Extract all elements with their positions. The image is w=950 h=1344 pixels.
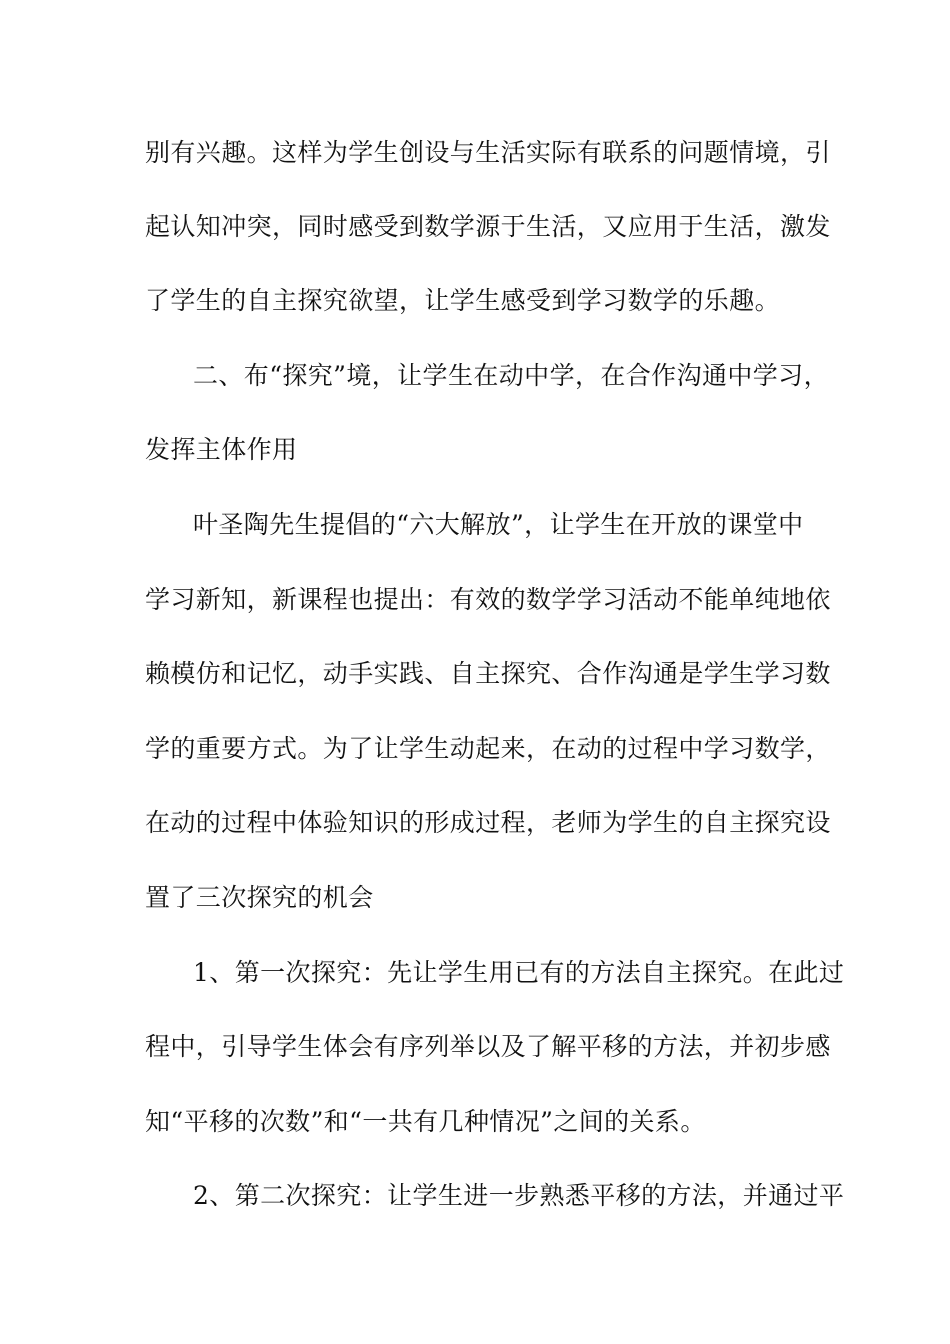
list-item-2-line-1: 2、第二次探究：让学生进一步熟悉平移的方法，并通过平: [193, 1181, 845, 1210]
list-item-1-line-1: 1、第一次探究：先让学生用已有的方法自主探究。在此过: [193, 958, 845, 987]
text-line-10: 在动的过程中体验知识的形成过程，老师为学生的自主探究设: [145, 808, 831, 837]
text-line-11: 置了三次探究的机会: [145, 883, 374, 912]
list-item-1-line-2: 程中，引导学生体会有序列举以及了解平移的方法，并初步感: [145, 1032, 831, 1061]
text-line-7: 学习新知，新课程也提出：有效的数学学习活动不能单纯地依: [145, 585, 831, 614]
text-line-2: 起认知冲突，同时感受到数学源于生活，又应用于生活，激发: [145, 212, 831, 241]
section-heading-line-1: 二、布“探究”境，让学生在动中学，在合作沟通中学习，: [193, 361, 829, 390]
text-line-3: 了学生的自主探究欲望，让学生感受到学习数学的乐趣。: [145, 286, 781, 315]
list-item-1-line-3: 知“平移的次数”和“一共有几种情况”之间的关系。: [145, 1107, 706, 1136]
text-line-1: 别有兴趣。这样为学生创设与生活实际有联系的问题情境，引: [145, 138, 831, 167]
section-heading-line-2: 发挥主体作用: [145, 435, 298, 464]
text-line-9: 学的重要方式。为了让学生动起来，在动的过程中学习数学，: [145, 734, 831, 763]
text-line-6: 叶圣陶先生提倡的“六大解放”，让学生在开放的课堂中: [193, 510, 804, 539]
text-line-8: 赖模仿和记忆，动手实践、自主探究、合作沟通是学生学习数: [145, 659, 831, 688]
